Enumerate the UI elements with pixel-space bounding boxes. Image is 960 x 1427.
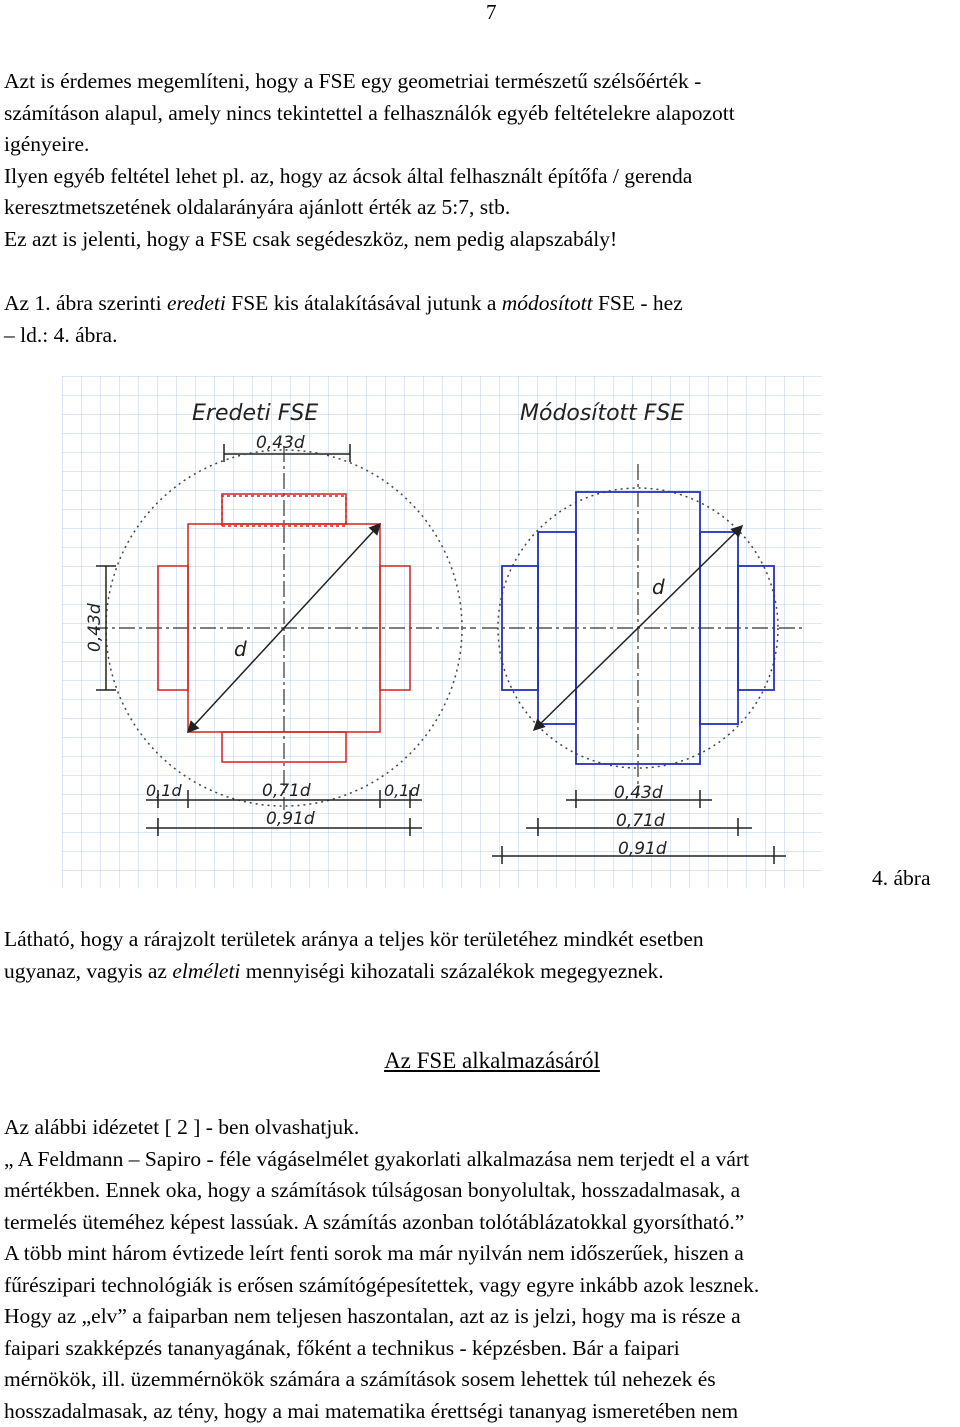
text-line: Látható, hogy a rárajzolt területek aránya a teljes kör területéhez mindkét esetben: [4, 924, 954, 956]
text-run: FSE kis átalakításával jutunk a: [226, 291, 502, 315]
left-bottom-left-dim: 0,1d: [146, 781, 182, 800]
text-line: A több mint három évtizede leírt fenti sorok ma már nyilván nem időszerűek, hiszen a: [4, 1238, 954, 1270]
emphasis-elmeleti: elméleti: [172, 959, 240, 983]
text-line: Ez azt is jelenti, hogy a FSE csak segédeszköz, nem pedig alapszabály!: [4, 224, 954, 256]
text-line: faipari szakképzés tananyagának, főként a technikus - képzésben. Bár a faipari: [4, 1333, 954, 1365]
text-line: hosszadalmasak, az tény, hogy a mai matematika érettségi tananyag ismeretében nem: [4, 1396, 954, 1427]
text-line: Az alábbi idézetet [ 2 ] - ben olvashatjuk.: [4, 1112, 954, 1144]
figure-fse-drawing: [62, 376, 822, 888]
right-title: Módosított FSE: [520, 401, 684, 426]
left-title: Eredeti FSE: [192, 401, 318, 426]
text-run: mennyiségi kihozatali százalékok megegyeznek.: [240, 959, 663, 983]
emphasis-eredeti: eredeti: [167, 291, 226, 315]
paragraph-intro: [4, 66, 954, 255]
left-side-dim: 0,43d: [85, 603, 105, 652]
text-line: Ilyen egyéb feltétel lehet pl. az, hogy az ácsok által felhasznált építőfa / gerenda: [4, 161, 954, 193]
paragraph-figure-reference: [4, 288, 954, 351]
left-bottom-total-dim: 0,91d: [266, 809, 315, 829]
grid-paper: [62, 376, 822, 888]
text-line: fűrészipari technológiák is erősen számítógépesítettek, vagy egyre inkább azok lesznek.: [4, 1270, 954, 1302]
text-run: ugyanaz, vagyis az: [4, 959, 172, 983]
text-line: termelés üteméhez képest lassúak. A számítás azonban tolótáblázatokkal gyorsítható.”: [4, 1207, 954, 1239]
left-top-dim: 0,43d: [256, 433, 305, 453]
text-line: [4, 956, 954, 988]
left-bottom-right-dim: 0,1d: [384, 781, 420, 800]
text-line: mértékben. Ennek oka, hogy a számítások túlságosan bonyolultak, hosszadalmasak, a: [4, 1175, 954, 1207]
text-line: számításon alapul, amely nincs tekintettel a felhasználók egyéb feltételekre alapozott: [4, 98, 954, 130]
text-line: Hogy az „elv” a faiparban nem teljesen haszontalan, azt az is jelzi, hogy ma is része a: [4, 1301, 954, 1333]
text-line: Azt is érdemes megemlíteni, hogy a FSE egy geometriai természetű szélsőérték -: [4, 66, 954, 98]
right-dim-3: 0,91d: [618, 839, 667, 859]
right-dim-2: 0,71d: [616, 811, 665, 831]
text-line: mérnökök, ill. üzemmérnökök számára a számítások sosem lehettek túl nehezek és: [4, 1364, 954, 1396]
text-run: Az 1. ábra szerinti: [4, 291, 167, 315]
text-line: igényeire.: [4, 129, 954, 161]
text-line: – ld.: 4. ábra.: [4, 320, 954, 352]
text-line: „ A Feldmann – Sapiro - féle vágáselmélet gyakorlati alkalmazása nem terjedt el a várt: [4, 1144, 954, 1176]
paragraph-quote: [4, 1112, 954, 1427]
figure-caption: 4. ábra: [872, 866, 931, 891]
left-bottom-mid-dim: 0,71d: [262, 781, 311, 801]
section-heading: Az FSE alkalmazásáról: [0, 1048, 960, 1074]
text-run: FSE - hez: [593, 291, 683, 315]
text-line: keresztmetszetének oldalarányára ajánlott érték az 5:7, stb.: [4, 192, 954, 224]
right-diag-label: d: [652, 575, 665, 599]
page-number: 7: [486, 0, 497, 25]
emphasis-modositott: módosított: [502, 291, 593, 315]
text-line: [4, 288, 954, 320]
right-dim-1: 0,43d: [614, 783, 663, 803]
left-diag-label: d: [234, 637, 247, 661]
paragraph-conclusion: [4, 924, 954, 987]
